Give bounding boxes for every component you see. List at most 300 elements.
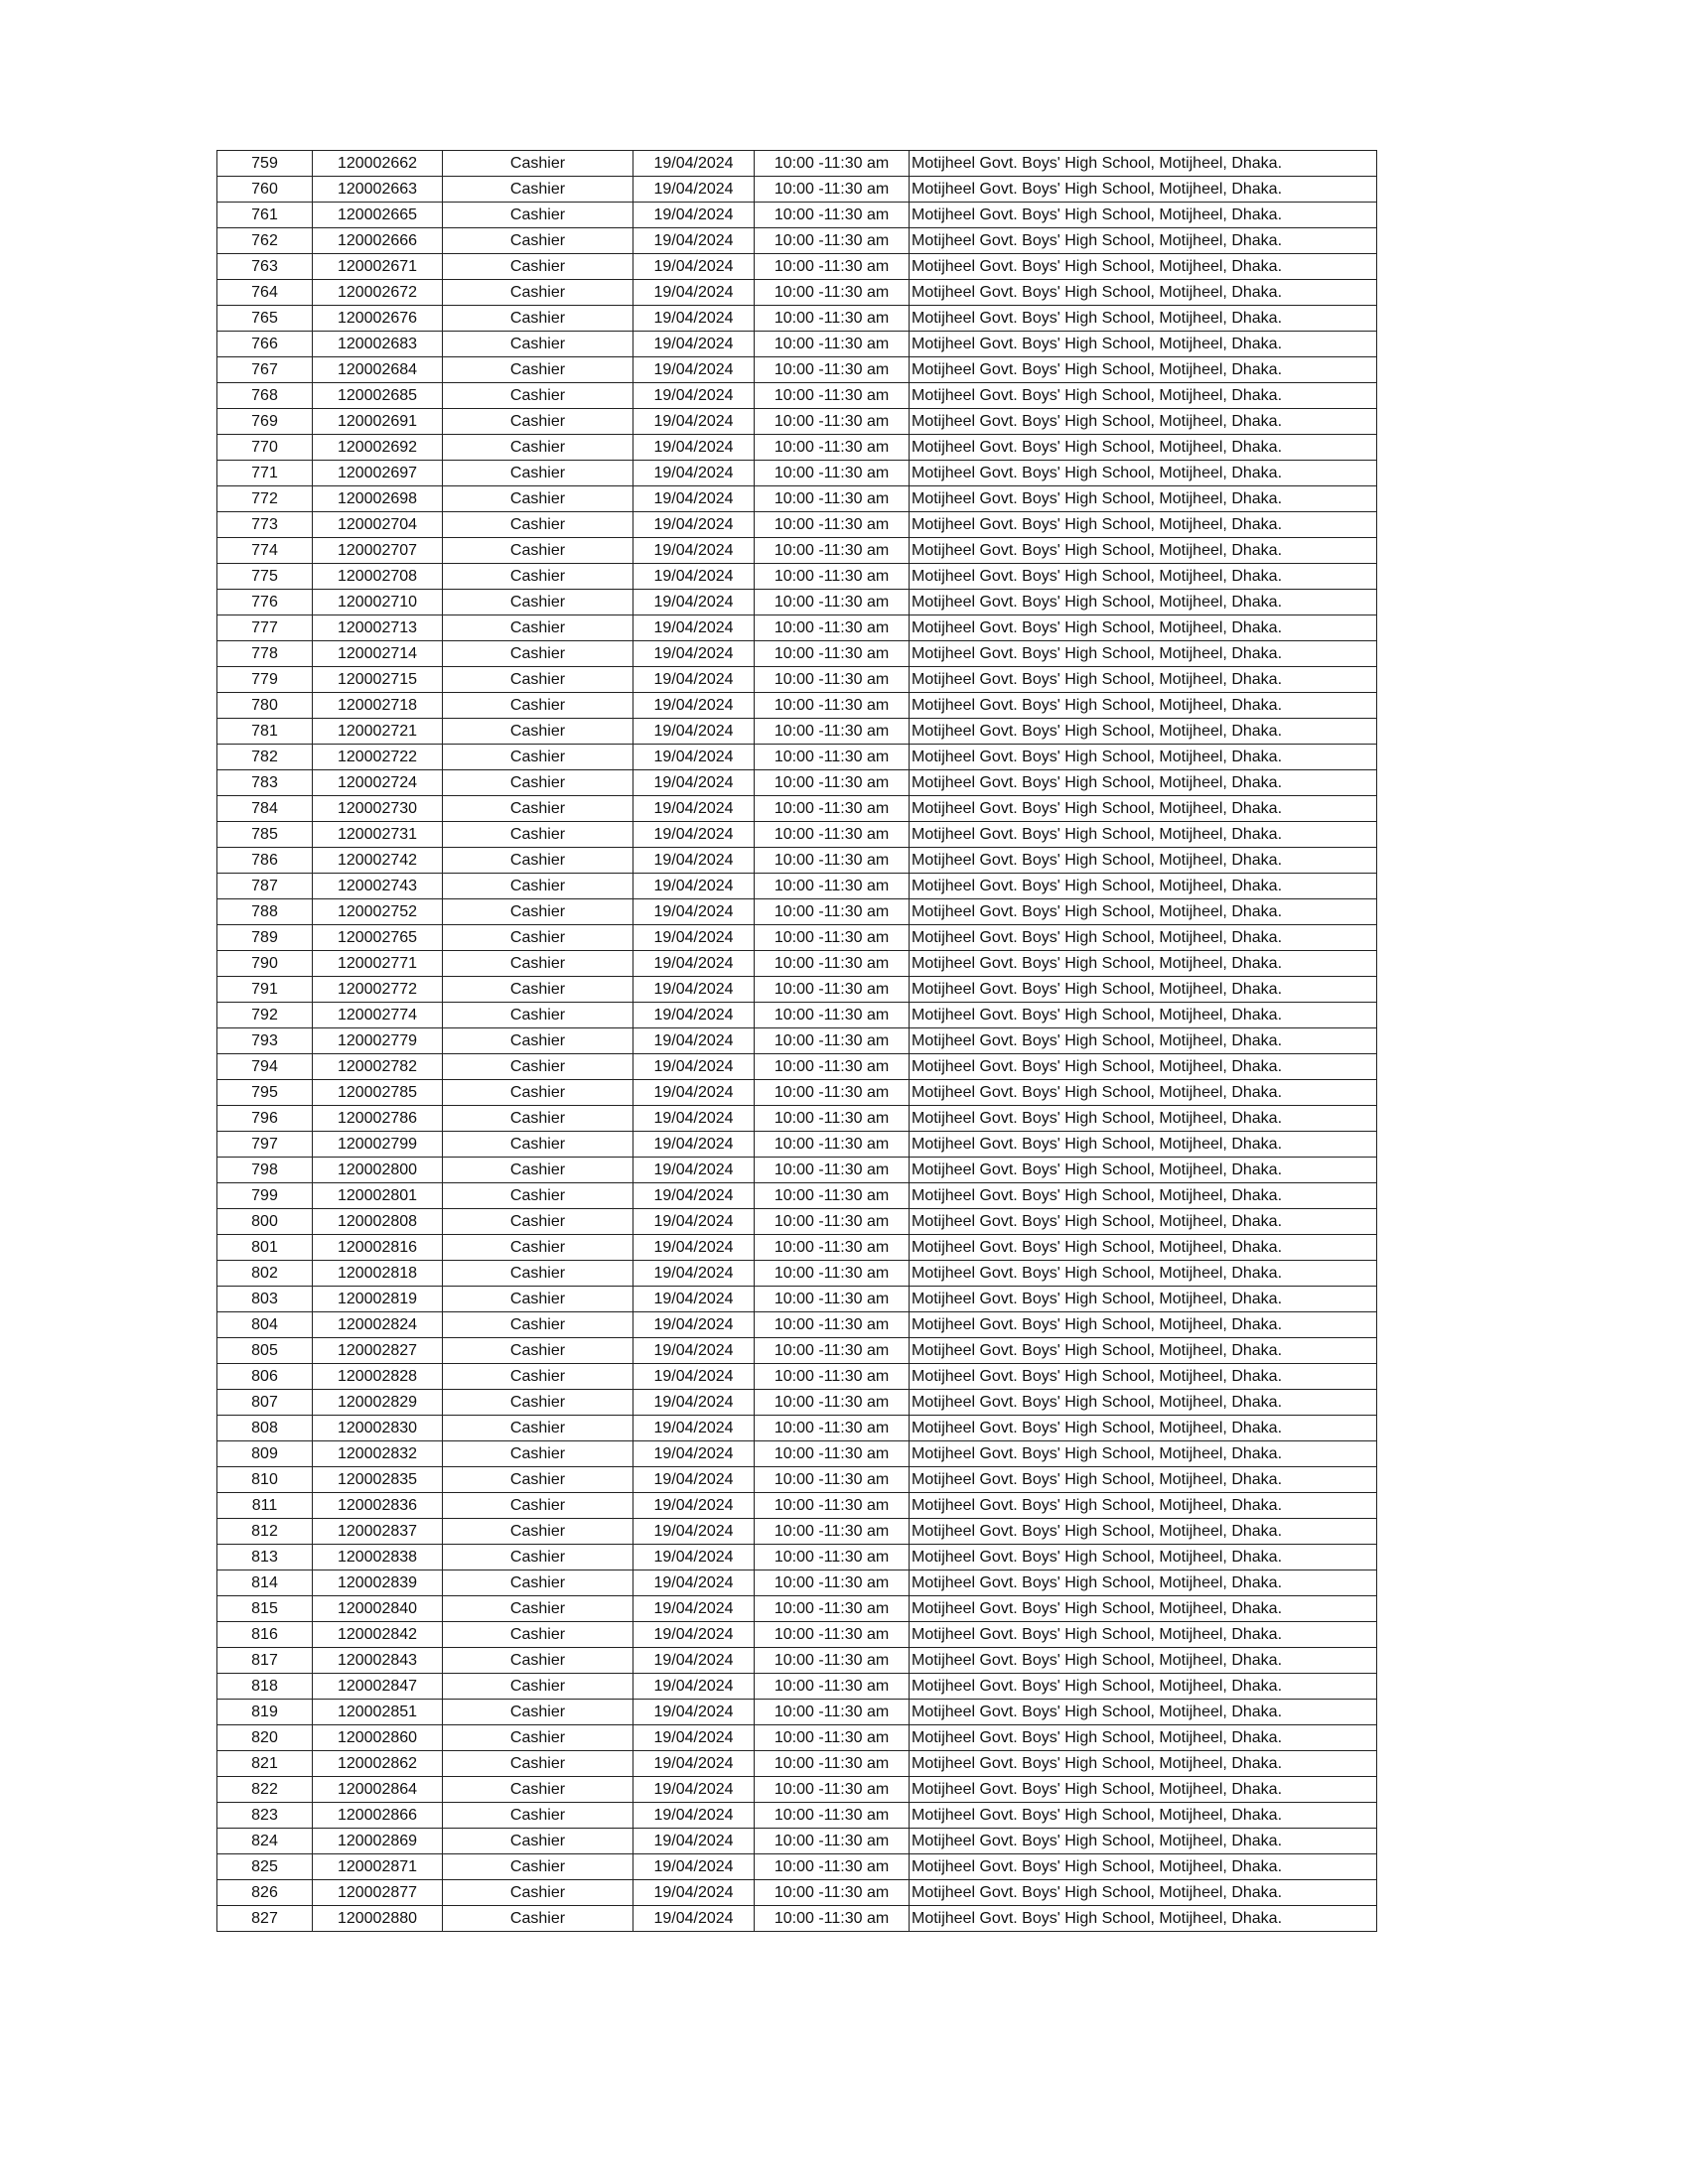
- exam-date-cell: 19/04/2024: [633, 306, 755, 332]
- post-name-cell: Cashier: [443, 1028, 633, 1054]
- serial-number-cell: 818: [217, 1674, 313, 1700]
- roll-number-cell: 120002808: [313, 1209, 443, 1235]
- exam-date-cell: 19/04/2024: [633, 332, 755, 357]
- serial-number-cell: 809: [217, 1441, 313, 1467]
- serial-number-cell: 821: [217, 1751, 313, 1777]
- serial-number-cell: 825: [217, 1854, 313, 1880]
- exam-date-cell: 19/04/2024: [633, 461, 755, 486]
- exam-time-cell: 10:00 -11:30 am: [755, 1003, 910, 1028]
- post-name-cell: Cashier: [443, 719, 633, 745]
- exam-venue-cell: Motijheel Govt. Boys' High School, Motijheel, Dhaka.: [910, 951, 1377, 977]
- exam-venue-cell: Motijheel Govt. Boys' High School, Motijheel, Dhaka.: [910, 564, 1377, 590]
- post-name-cell: Cashier: [443, 228, 633, 254]
- exam-time-cell: 10:00 -11:30 am: [755, 1829, 910, 1854]
- serial-number-cell: 787: [217, 874, 313, 899]
- post-name-cell: Cashier: [443, 538, 633, 564]
- post-name-cell: Cashier: [443, 1235, 633, 1261]
- table-row: [217, 383, 1377, 409]
- table-row: [217, 357, 1377, 383]
- exam-time-cell: 10:00 -11:30 am: [755, 1080, 910, 1106]
- exam-venue-cell: Motijheel Govt. Boys' High School, Motijheel, Dhaka.: [910, 770, 1377, 796]
- roll-number-cell: 120002836: [313, 1493, 443, 1519]
- roll-number-cell: 120002864: [313, 1777, 443, 1803]
- table-row: [217, 1829, 1377, 1854]
- post-name-cell: Cashier: [443, 435, 633, 461]
- exam-date-cell: 19/04/2024: [633, 745, 755, 770]
- exam-time-cell: 10:00 -11:30 am: [755, 1519, 910, 1545]
- exam-date-cell: 19/04/2024: [633, 1880, 755, 1906]
- exam-time-cell: 10:00 -11:30 am: [755, 1674, 910, 1700]
- exam-time-cell: 10:00 -11:30 am: [755, 1209, 910, 1235]
- roll-number-cell: 120002676: [313, 306, 443, 332]
- exam-venue-cell: Motijheel Govt. Boys' High School, Motijheel, Dhaka.: [910, 719, 1377, 745]
- exam-date-cell: 19/04/2024: [633, 1570, 755, 1596]
- exam-date-cell: 19/04/2024: [633, 951, 755, 977]
- post-name-cell: Cashier: [443, 486, 633, 512]
- serial-number-cell: 814: [217, 1570, 313, 1596]
- exam-venue-cell: Motijheel Govt. Boys' High School, Motijheel, Dhaka.: [910, 1106, 1377, 1132]
- table-row: [217, 1725, 1377, 1751]
- roll-number-cell: 120002860: [313, 1725, 443, 1751]
- table-row: [217, 151, 1377, 177]
- post-name-cell: Cashier: [443, 254, 633, 280]
- serial-number-cell: 769: [217, 409, 313, 435]
- roll-number-cell: 120002877: [313, 1880, 443, 1906]
- roll-number-cell: 120002731: [313, 822, 443, 848]
- exam-venue-cell: Motijheel Govt. Boys' High School, Motijheel, Dhaka.: [910, 641, 1377, 667]
- exam-time-cell: 10:00 -11:30 am: [755, 1622, 910, 1648]
- roll-number-cell: 120002866: [313, 1803, 443, 1829]
- serial-number-cell: 791: [217, 977, 313, 1003]
- exam-venue-cell: Motijheel Govt. Boys' High School, Motijheel, Dhaka.: [910, 1648, 1377, 1674]
- serial-number-cell: 781: [217, 719, 313, 745]
- serial-number-cell: 778: [217, 641, 313, 667]
- serial-number-cell: 790: [217, 951, 313, 977]
- serial-number-cell: 801: [217, 1235, 313, 1261]
- roll-number-cell: 120002765: [313, 925, 443, 951]
- exam-time-cell: 10:00 -11:30 am: [755, 1364, 910, 1390]
- roll-number-cell: 120002799: [313, 1132, 443, 1158]
- table-row: [217, 538, 1377, 564]
- exam-date-cell: 19/04/2024: [633, 796, 755, 822]
- exam-date-cell: 19/04/2024: [633, 590, 755, 615]
- roll-number-cell: 120002714: [313, 641, 443, 667]
- exam-date-cell: 19/04/2024: [633, 1467, 755, 1493]
- exam-date-cell: 19/04/2024: [633, 899, 755, 925]
- roll-number-cell: 120002707: [313, 538, 443, 564]
- exam-date-cell: 19/04/2024: [633, 203, 755, 228]
- serial-number-cell: 783: [217, 770, 313, 796]
- exam-venue-cell: Motijheel Govt. Boys' High School, Motijheel, Dhaka.: [910, 925, 1377, 951]
- roll-number-cell: 120002832: [313, 1441, 443, 1467]
- post-name-cell: Cashier: [443, 1519, 633, 1545]
- exam-date-cell: 19/04/2024: [633, 435, 755, 461]
- exam-venue-cell: Motijheel Govt. Boys' High School, Motijheel, Dhaka.: [910, 1338, 1377, 1364]
- exam-venue-cell: Motijheel Govt. Boys' High School, Motijheel, Dhaka.: [910, 899, 1377, 925]
- exam-venue-cell: Motijheel Govt. Boys' High School, Motijheel, Dhaka.: [910, 486, 1377, 512]
- exam-time-cell: 10:00 -11:30 am: [755, 641, 910, 667]
- table-row: [217, 1880, 1377, 1906]
- post-name-cell: Cashier: [443, 1080, 633, 1106]
- post-name-cell: Cashier: [443, 1003, 633, 1028]
- exam-date-cell: 19/04/2024: [633, 615, 755, 641]
- exam-time-cell: 10:00 -11:30 am: [755, 977, 910, 1003]
- exam-venue-cell: Motijheel Govt. Boys' High School, Motijheel, Dhaka.: [910, 538, 1377, 564]
- exam-date-cell: 19/04/2024: [633, 1003, 755, 1028]
- post-name-cell: Cashier: [443, 1338, 633, 1364]
- exam-venue-cell: Motijheel Govt. Boys' High School, Motijheel, Dhaka.: [910, 461, 1377, 486]
- post-name-cell: Cashier: [443, 1725, 633, 1751]
- exam-venue-cell: Motijheel Govt. Boys' High School, Motijheel, Dhaka.: [910, 1028, 1377, 1054]
- roll-number-cell: 120002713: [313, 615, 443, 641]
- exam-venue-cell: Motijheel Govt. Boys' High School, Motijheel, Dhaka.: [910, 1312, 1377, 1338]
- exam-time-cell: 10:00 -11:30 am: [755, 1545, 910, 1570]
- exam-venue-cell: Motijheel Govt. Boys' High School, Motijheel, Dhaka.: [910, 848, 1377, 874]
- serial-number-cell: 784: [217, 796, 313, 822]
- serial-number-cell: 808: [217, 1416, 313, 1441]
- exam-date-cell: 19/04/2024: [633, 1751, 755, 1777]
- post-name-cell: Cashier: [443, 1183, 633, 1209]
- post-name-cell: Cashier: [443, 667, 633, 693]
- table-row: [217, 1235, 1377, 1261]
- serial-number-cell: 822: [217, 1777, 313, 1803]
- exam-venue-cell: Motijheel Govt. Boys' High School, Motijheel, Dhaka.: [910, 1441, 1377, 1467]
- exam-venue-cell: Motijheel Govt. Boys' High School, Motijheel, Dhaka.: [910, 512, 1377, 538]
- exam-venue-cell: Motijheel Govt. Boys' High School, Motijheel, Dhaka.: [910, 1700, 1377, 1725]
- exam-venue-cell: Motijheel Govt. Boys' High School, Motijheel, Dhaka.: [910, 1390, 1377, 1416]
- roll-number-cell: 120002685: [313, 383, 443, 409]
- exam-date-cell: 19/04/2024: [633, 1441, 755, 1467]
- table-row: [217, 848, 1377, 874]
- exam-date-cell: 19/04/2024: [633, 977, 755, 1003]
- post-name-cell: Cashier: [443, 1467, 633, 1493]
- table-row: [217, 1261, 1377, 1287]
- exam-time-cell: 10:00 -11:30 am: [755, 306, 910, 332]
- exam-date-cell: 19/04/2024: [633, 1261, 755, 1287]
- exam-time-cell: 10:00 -11:30 am: [755, 1158, 910, 1183]
- roll-number-cell: 120002692: [313, 435, 443, 461]
- exam-time-cell: 10:00 -11:30 am: [755, 1441, 910, 1467]
- serial-number-cell: 767: [217, 357, 313, 383]
- exam-venue-cell: Motijheel Govt. Boys' High School, Motijheel, Dhaka.: [910, 1725, 1377, 1751]
- exam-time-cell: 10:00 -11:30 am: [755, 1493, 910, 1519]
- roll-number-cell: 120002835: [313, 1467, 443, 1493]
- exam-time-cell: 10:00 -11:30 am: [755, 770, 910, 796]
- post-name-cell: Cashier: [443, 1158, 633, 1183]
- exam-date-cell: 19/04/2024: [633, 1854, 755, 1880]
- exam-date-cell: 19/04/2024: [633, 1622, 755, 1648]
- table-row: [217, 177, 1377, 203]
- exam-time-cell: 10:00 -11:30 am: [755, 1235, 910, 1261]
- post-name-cell: Cashier: [443, 590, 633, 615]
- post-name-cell: Cashier: [443, 848, 633, 874]
- table-row: [217, 512, 1377, 538]
- exam-venue-cell: Motijheel Govt. Boys' High School, Motijheel, Dhaka.: [910, 590, 1377, 615]
- post-name-cell: Cashier: [443, 1777, 633, 1803]
- roll-number-cell: 120002665: [313, 203, 443, 228]
- exam-date-cell: 19/04/2024: [633, 1493, 755, 1519]
- exam-venue-cell: Motijheel Govt. Boys' High School, Motijheel, Dhaka.: [910, 1132, 1377, 1158]
- exam-venue-cell: Motijheel Govt. Boys' High School, Motijheel, Dhaka.: [910, 1080, 1377, 1106]
- table-row: [217, 667, 1377, 693]
- post-name-cell: Cashier: [443, 357, 633, 383]
- post-name-cell: Cashier: [443, 1700, 633, 1725]
- roll-number-cell: 120002715: [313, 667, 443, 693]
- table-row: [217, 1493, 1377, 1519]
- exam-date-cell: 19/04/2024: [633, 228, 755, 254]
- roll-number-cell: 120002752: [313, 899, 443, 925]
- roll-number-cell: 120002774: [313, 1003, 443, 1028]
- exam-time-cell: 10:00 -11:30 am: [755, 280, 910, 306]
- serial-number-cell: 780: [217, 693, 313, 719]
- exam-date-cell: 19/04/2024: [633, 1725, 755, 1751]
- exam-venue-cell: Motijheel Govt. Boys' High School, Motijheel, Dhaka.: [910, 1235, 1377, 1261]
- roll-number-cell: 120002779: [313, 1028, 443, 1054]
- post-name-cell: Cashier: [443, 177, 633, 203]
- post-name-cell: Cashier: [443, 461, 633, 486]
- table-row: [217, 461, 1377, 486]
- exam-time-cell: 10:00 -11:30 am: [755, 177, 910, 203]
- exam-date-cell: 19/04/2024: [633, 1209, 755, 1235]
- exam-venue-cell: Motijheel Govt. Boys' High School, Motijheel, Dhaka.: [910, 822, 1377, 848]
- post-name-cell: Cashier: [443, 1106, 633, 1132]
- roll-number-cell: 120002743: [313, 874, 443, 899]
- serial-number-cell: 816: [217, 1622, 313, 1648]
- post-name-cell: Cashier: [443, 1854, 633, 1880]
- exam-date-cell: 19/04/2024: [633, 822, 755, 848]
- exam-venue-cell: Motijheel Govt. Boys' High School, Motijheel, Dhaka.: [910, 1519, 1377, 1545]
- serial-number-cell: 800: [217, 1209, 313, 1235]
- serial-number-cell: 768: [217, 383, 313, 409]
- roll-number-cell: 120002697: [313, 461, 443, 486]
- serial-number-cell: 812: [217, 1519, 313, 1545]
- post-name-cell: Cashier: [443, 306, 633, 332]
- exam-date-cell: 19/04/2024: [633, 486, 755, 512]
- exam-date-cell: 19/04/2024: [633, 1674, 755, 1700]
- post-name-cell: Cashier: [443, 1880, 633, 1906]
- roll-number-cell: 120002880: [313, 1906, 443, 1932]
- serial-number-cell: 775: [217, 564, 313, 590]
- roll-number-cell: 120002718: [313, 693, 443, 719]
- post-name-cell: Cashier: [443, 745, 633, 770]
- serial-number-cell: 779: [217, 667, 313, 693]
- exam-venue-cell: Motijheel Govt. Boys' High School, Motijheel, Dhaka.: [910, 1003, 1377, 1028]
- exam-date-cell: 19/04/2024: [633, 1700, 755, 1725]
- roll-number-cell: 120002730: [313, 796, 443, 822]
- post-name-cell: Cashier: [443, 1054, 633, 1080]
- table-row: [217, 486, 1377, 512]
- exam-time-cell: 10:00 -11:30 am: [755, 1751, 910, 1777]
- exam-date-cell: 19/04/2024: [633, 1545, 755, 1570]
- exam-date-cell: 19/04/2024: [633, 1054, 755, 1080]
- serial-number-cell: 776: [217, 590, 313, 615]
- roll-number-cell: 120002721: [313, 719, 443, 745]
- serial-number-cell: 760: [217, 177, 313, 203]
- roll-number-cell: 120002722: [313, 745, 443, 770]
- roll-number-cell: 120002862: [313, 1751, 443, 1777]
- serial-number-cell: 793: [217, 1028, 313, 1054]
- exam-venue-cell: Motijheel Govt. Boys' High School, Motijheel, Dhaka.: [910, 332, 1377, 357]
- post-name-cell: Cashier: [443, 796, 633, 822]
- table-row: [217, 280, 1377, 306]
- exam-time-cell: 10:00 -11:30 am: [755, 1054, 910, 1080]
- exam-date-cell: 19/04/2024: [633, 848, 755, 874]
- exam-time-cell: 10:00 -11:30 am: [755, 719, 910, 745]
- post-name-cell: Cashier: [443, 383, 633, 409]
- table-row: [217, 1519, 1377, 1545]
- exam-time-cell: 10:00 -11:30 am: [755, 925, 910, 951]
- table-row: [217, 1338, 1377, 1364]
- exam-venue-cell: Motijheel Govt. Boys' High School, Motijheel, Dhaka.: [910, 745, 1377, 770]
- exam-venue-cell: Motijheel Govt. Boys' High School, Motijheel, Dhaka.: [910, 1467, 1377, 1493]
- table-row: [217, 1364, 1377, 1390]
- exam-venue-cell: Motijheel Govt. Boys' High School, Motijheel, Dhaka.: [910, 1416, 1377, 1441]
- serial-number-cell: 796: [217, 1106, 313, 1132]
- roll-number-cell: 120002772: [313, 977, 443, 1003]
- roll-number-cell: 120002869: [313, 1829, 443, 1854]
- exam-date-cell: 19/04/2024: [633, 1106, 755, 1132]
- post-name-cell: Cashier: [443, 1261, 633, 1287]
- table-row: [217, 1132, 1377, 1158]
- post-name-cell: Cashier: [443, 899, 633, 925]
- roll-number-cell: 120002782: [313, 1054, 443, 1080]
- exam-date-cell: 19/04/2024: [633, 409, 755, 435]
- post-name-cell: Cashier: [443, 925, 633, 951]
- serial-number-cell: 823: [217, 1803, 313, 1829]
- table-row: [217, 1854, 1377, 1880]
- exam-time-cell: 10:00 -11:30 am: [755, 1700, 910, 1725]
- table-row: [217, 1570, 1377, 1596]
- post-name-cell: Cashier: [443, 951, 633, 977]
- roll-number-cell: 120002847: [313, 1674, 443, 1700]
- serial-number-cell: 766: [217, 332, 313, 357]
- table-row: [217, 1906, 1377, 1932]
- roll-number-cell: 120002816: [313, 1235, 443, 1261]
- roll-number-cell: 120002839: [313, 1570, 443, 1596]
- table-row: [217, 1028, 1377, 1054]
- serial-number-cell: 761: [217, 203, 313, 228]
- roll-number-cell: 120002842: [313, 1622, 443, 1648]
- table-row: [217, 899, 1377, 925]
- exam-time-cell: 10:00 -11:30 am: [755, 357, 910, 383]
- post-name-cell: Cashier: [443, 1132, 633, 1158]
- exam-time-cell: 10:00 -11:30 am: [755, 461, 910, 486]
- exam-date-cell: 19/04/2024: [633, 538, 755, 564]
- exam-date-cell: 19/04/2024: [633, 1158, 755, 1183]
- roll-number-cell: 120002698: [313, 486, 443, 512]
- exam-venue-cell: Motijheel Govt. Boys' High School, Motijheel, Dhaka.: [910, 1545, 1377, 1570]
- post-name-cell: Cashier: [443, 693, 633, 719]
- exam-venue-cell: Motijheel Govt. Boys' High School, Motijheel, Dhaka.: [910, 1854, 1377, 1880]
- exam-time-cell: 10:00 -11:30 am: [755, 899, 910, 925]
- table-row: [217, 693, 1377, 719]
- post-name-cell: Cashier: [443, 1596, 633, 1622]
- serial-number-cell: 774: [217, 538, 313, 564]
- table-row: [217, 1674, 1377, 1700]
- exam-date-cell: 19/04/2024: [633, 1028, 755, 1054]
- roll-number-cell: 120002819: [313, 1287, 443, 1312]
- table-row: [217, 1622, 1377, 1648]
- exam-time-cell: 10:00 -11:30 am: [755, 1132, 910, 1158]
- exam-date-cell: 19/04/2024: [633, 1596, 755, 1622]
- exam-time-cell: 10:00 -11:30 am: [755, 512, 910, 538]
- post-name-cell: Cashier: [443, 1364, 633, 1390]
- serial-number-cell: 759: [217, 151, 313, 177]
- serial-number-cell: 797: [217, 1132, 313, 1158]
- exam-date-cell: 19/04/2024: [633, 1648, 755, 1674]
- exam-time-cell: 10:00 -11:30 am: [755, 1854, 910, 1880]
- serial-number-cell: 817: [217, 1648, 313, 1674]
- exam-venue-cell: Motijheel Govt. Boys' High School, Motijheel, Dhaka.: [910, 151, 1377, 177]
- table-row: [217, 590, 1377, 615]
- table-row: [217, 228, 1377, 254]
- exam-time-cell: 10:00 -11:30 am: [755, 848, 910, 874]
- table-row: [217, 306, 1377, 332]
- post-name-cell: Cashier: [443, 564, 633, 590]
- exam-time-cell: 10:00 -11:30 am: [755, 1777, 910, 1803]
- post-name-cell: Cashier: [443, 409, 633, 435]
- table-row: [217, 564, 1377, 590]
- roll-number-cell: 120002851: [313, 1700, 443, 1725]
- table-row: [217, 332, 1377, 357]
- exam-venue-cell: Motijheel Govt. Boys' High School, Motijheel, Dhaka.: [910, 435, 1377, 461]
- serial-number-cell: 810: [217, 1467, 313, 1493]
- exam-date-cell: 19/04/2024: [633, 1080, 755, 1106]
- exam-time-cell: 10:00 -11:30 am: [755, 151, 910, 177]
- exam-time-cell: 10:00 -11:30 am: [755, 254, 910, 280]
- exam-venue-cell: Motijheel Govt. Boys' High School, Motijheel, Dhaka.: [910, 1596, 1377, 1622]
- exam-time-cell: 10:00 -11:30 am: [755, 1390, 910, 1416]
- post-name-cell: Cashier: [443, 615, 633, 641]
- post-name-cell: Cashier: [443, 1751, 633, 1777]
- serial-number-cell: 806: [217, 1364, 313, 1390]
- serial-number-cell: 799: [217, 1183, 313, 1209]
- exam-venue-cell: Motijheel Govt. Boys' High School, Motijheel, Dhaka.: [910, 1364, 1377, 1390]
- exam-date-cell: 19/04/2024: [633, 1906, 755, 1932]
- exam-venue-cell: Motijheel Govt. Boys' High School, Motijheel, Dhaka.: [910, 1570, 1377, 1596]
- post-name-cell: Cashier: [443, 770, 633, 796]
- table-row: [217, 745, 1377, 770]
- post-name-cell: Cashier: [443, 1674, 633, 1700]
- post-name-cell: Cashier: [443, 1570, 633, 1596]
- serial-number-cell: 827: [217, 1906, 313, 1932]
- exam-venue-cell: Motijheel Govt. Boys' High School, Motijheel, Dhaka.: [910, 1183, 1377, 1209]
- exam-date-cell: 19/04/2024: [633, 667, 755, 693]
- post-name-cell: Cashier: [443, 203, 633, 228]
- exam-date-cell: 19/04/2024: [633, 254, 755, 280]
- exam-date-cell: 19/04/2024: [633, 1287, 755, 1312]
- post-name-cell: Cashier: [443, 977, 633, 1003]
- exam-venue-cell: Motijheel Govt. Boys' High School, Motijheel, Dhaka.: [910, 383, 1377, 409]
- exam-date-cell: 19/04/2024: [633, 641, 755, 667]
- serial-number-cell: 771: [217, 461, 313, 486]
- exam-time-cell: 10:00 -11:30 am: [755, 1596, 910, 1622]
- table-row: [217, 1777, 1377, 1803]
- post-name-cell: Cashier: [443, 1441, 633, 1467]
- table-row: [217, 641, 1377, 667]
- roll-number-cell: 120002691: [313, 409, 443, 435]
- exam-venue-cell: Motijheel Govt. Boys' High School, Motijheel, Dhaka.: [910, 177, 1377, 203]
- table-row: [217, 1648, 1377, 1674]
- serial-number-cell: 820: [217, 1725, 313, 1751]
- roll-number-cell: 120002801: [313, 1183, 443, 1209]
- exam-date-cell: 19/04/2024: [633, 1364, 755, 1390]
- roll-number-cell: 120002724: [313, 770, 443, 796]
- table-row: [217, 874, 1377, 899]
- exam-venue-cell: Motijheel Govt. Boys' High School, Motijheel, Dhaka.: [910, 1158, 1377, 1183]
- exam-time-cell: 10:00 -11:30 am: [755, 564, 910, 590]
- exam-venue-cell: Motijheel Govt. Boys' High School, Motijheel, Dhaka.: [910, 693, 1377, 719]
